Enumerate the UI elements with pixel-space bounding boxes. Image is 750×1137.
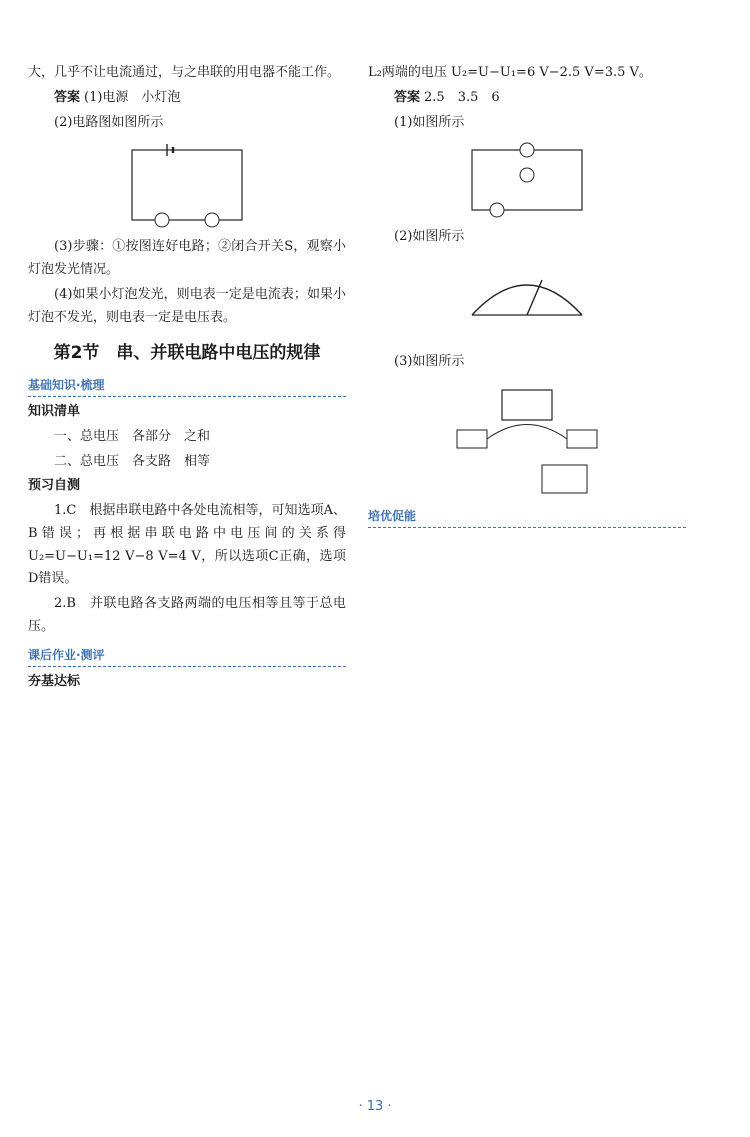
wiring-figure (368, 380, 686, 500)
voltmeter-dial-diagram (462, 255, 592, 345)
right-column (368, 62, 686, 532)
band-basic: 基础知识·梳理 (28, 375, 346, 397)
right-lead-text: L₂两端的电压 U₂=U−U₁=6 V−2.5 V=3.5 V。 (368, 65, 652, 80)
series-circuit-diagram (117, 140, 257, 230)
figure-1-caption: (1)如图所示 (394, 114, 465, 130)
band-homework: 课后作业·测评 (28, 645, 346, 667)
list-title: 知识清单 (28, 404, 81, 419)
left-column (28, 62, 346, 695)
figure-2-caption: (2)如图所示 (394, 229, 465, 245)
band-advanced: 培优促能 (368, 506, 686, 528)
answer-1 (28, 87, 346, 110)
item-2: (2)电路图如图所示 (54, 114, 164, 130)
parallel-circuit-figure (368, 140, 686, 220)
page-number: · 13 · (358, 1099, 392, 1115)
item-3: (3)步骤：①按图连好电路；②闭合开关S，观察小灯泡发光情况。 (28, 239, 346, 277)
answer-1-label: 答案 (54, 89, 81, 105)
list-line-2: 二、总电压 各支路 相等 (54, 453, 211, 469)
question-1: 1.C 根据串联电路中各处电流相等，可知选项A、B错误；再根据串联电路中电压间的关系得U₂=U−U₁=12 V−8 V=4 V，所以选项C正确，选项D错误。 (28, 503, 346, 587)
figure-3-caption: (3)如图所示 (394, 354, 465, 369)
answer-right (368, 87, 686, 110)
left-lead-text: 大，几乎不让电流通过，与之串联的用电器不能工作。 (28, 65, 341, 80)
answer-1-text: (1)电源 小灯泡 (84, 89, 181, 105)
list-line-1: 一、总电压 各部分 之和 (54, 428, 211, 444)
answer-right-label: 答案 (394, 89, 421, 105)
practice-title: 夯基达标 (28, 673, 81, 689)
answer-right-text: 2.5 3.5 6 (424, 89, 500, 105)
series-circuit-figure (28, 140, 346, 230)
parallel-circuit-diagram (462, 140, 592, 220)
voltmeter-dial-figure (368, 255, 686, 345)
question-2: 2.B 并联电路各支路两端的电压相等且等于总电压。 (28, 596, 346, 634)
section-title: 第2节 串、并联电路中电压的规律 (53, 343, 321, 364)
wiring-diagram (447, 380, 607, 500)
preview-title: 预习自测 (28, 478, 81, 494)
item-4: (4)如果小灯泡发光，则电表一定是电流表；如果小灯泡不发光，则电表一定是电压表。 (28, 286, 346, 325)
